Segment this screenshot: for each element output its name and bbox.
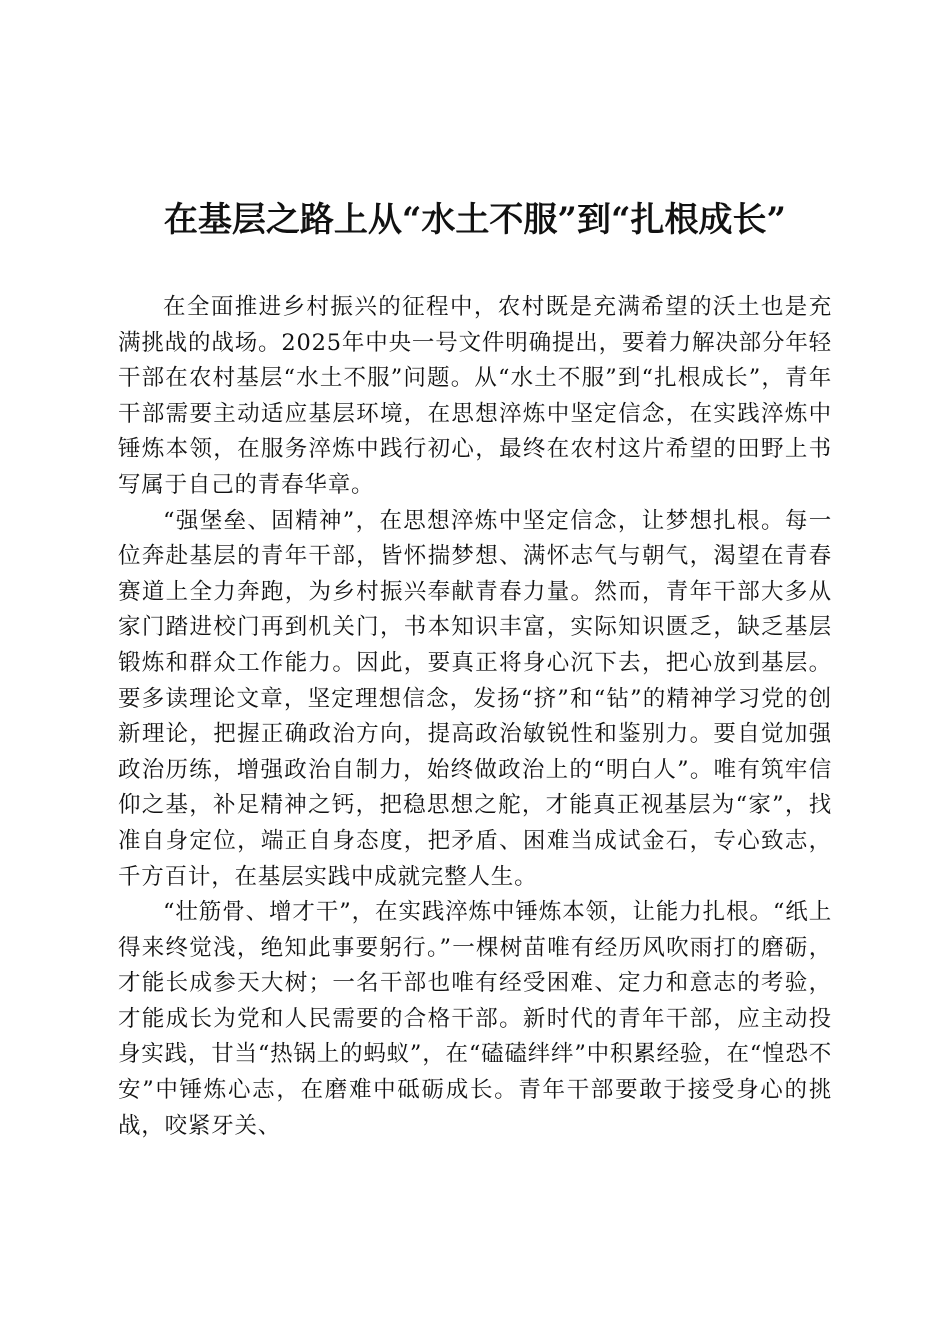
paragraph-3: “壮筋骨、增才干”，在实践淬炼中锤炼本领，让能力扎根。“纸上得来终觉浅，绝知此事要躬行。”一棵树苗唯有经历风吹雨打的磨砺，才能长成参天大树；一名干部也唯有经受困难、定力和意志的考验，才能成长为党和人民需要的合格干部。新时代的青年干部，应主动投身实践，甘当“热锅上的蚂蚁”，在“磕磕绊绊”中积累经验，在“惶恐不安”中锤炼心志，在磨难中砥砺成长。青年干部要敢于接受身心的挑战，咬紧牙关、 — [118, 899, 832, 1139]
paragraph-2: “强堡垒、固精神”，在思想淬炼中坚定信念，让梦想扎根。每一位奔赴基层的青年干部，皆怀揣梦想、满怀志气与朝气，渴望在青春赛道上全力奔跑，为乡村振兴奉献青春力量。然而，青年干部大多从家门踏进校门再到机关门，书本知识丰富，实际知识匮乏，缺乏基层锻炼和群众工作能力。因此，要真正将身心沉下去，把心放到基层。要多读理论文章，坚定理想信念，发扬“挤”和“钻”的精神学习党的创新理论，把握正确政治方向，提高政治敏锐性和鉴别力。要自觉加强政治历练，增强政治自制力，始终做政治上的“明白人”。唯有筑牢信仰之基，补足精神之钙，把稳思想之舵，才能真正视基层为“家”，找准自身定位，端正自身态度，把矛盾、困难当成试金石，专心致志，千方百计，在基层实践中成就完整人生。 — [118, 507, 832, 890]
document-title: 在基层之路上从“水土不服”到“扎根成长” — [163, 200, 787, 240]
paragraph-1: 在全面推进乡村振兴的征程中，农村既是充满希望的沃土也是充满挑战的战场。2025年中央一号文件明确提出，要着力解决部分年轻干部在农村基层“水土不服”问题。从“水土不服”到“扎根成长”，青年干部需要主动适应基层环境，在思想淬炼中坚定信念，在实践淬炼中锤炼本领，在服务淬炼中践行初心，最终在农村这片希望的田野上书写属于自己的青春华章。 — [118, 294, 832, 498]
document-body — [118, 290, 832, 1144]
